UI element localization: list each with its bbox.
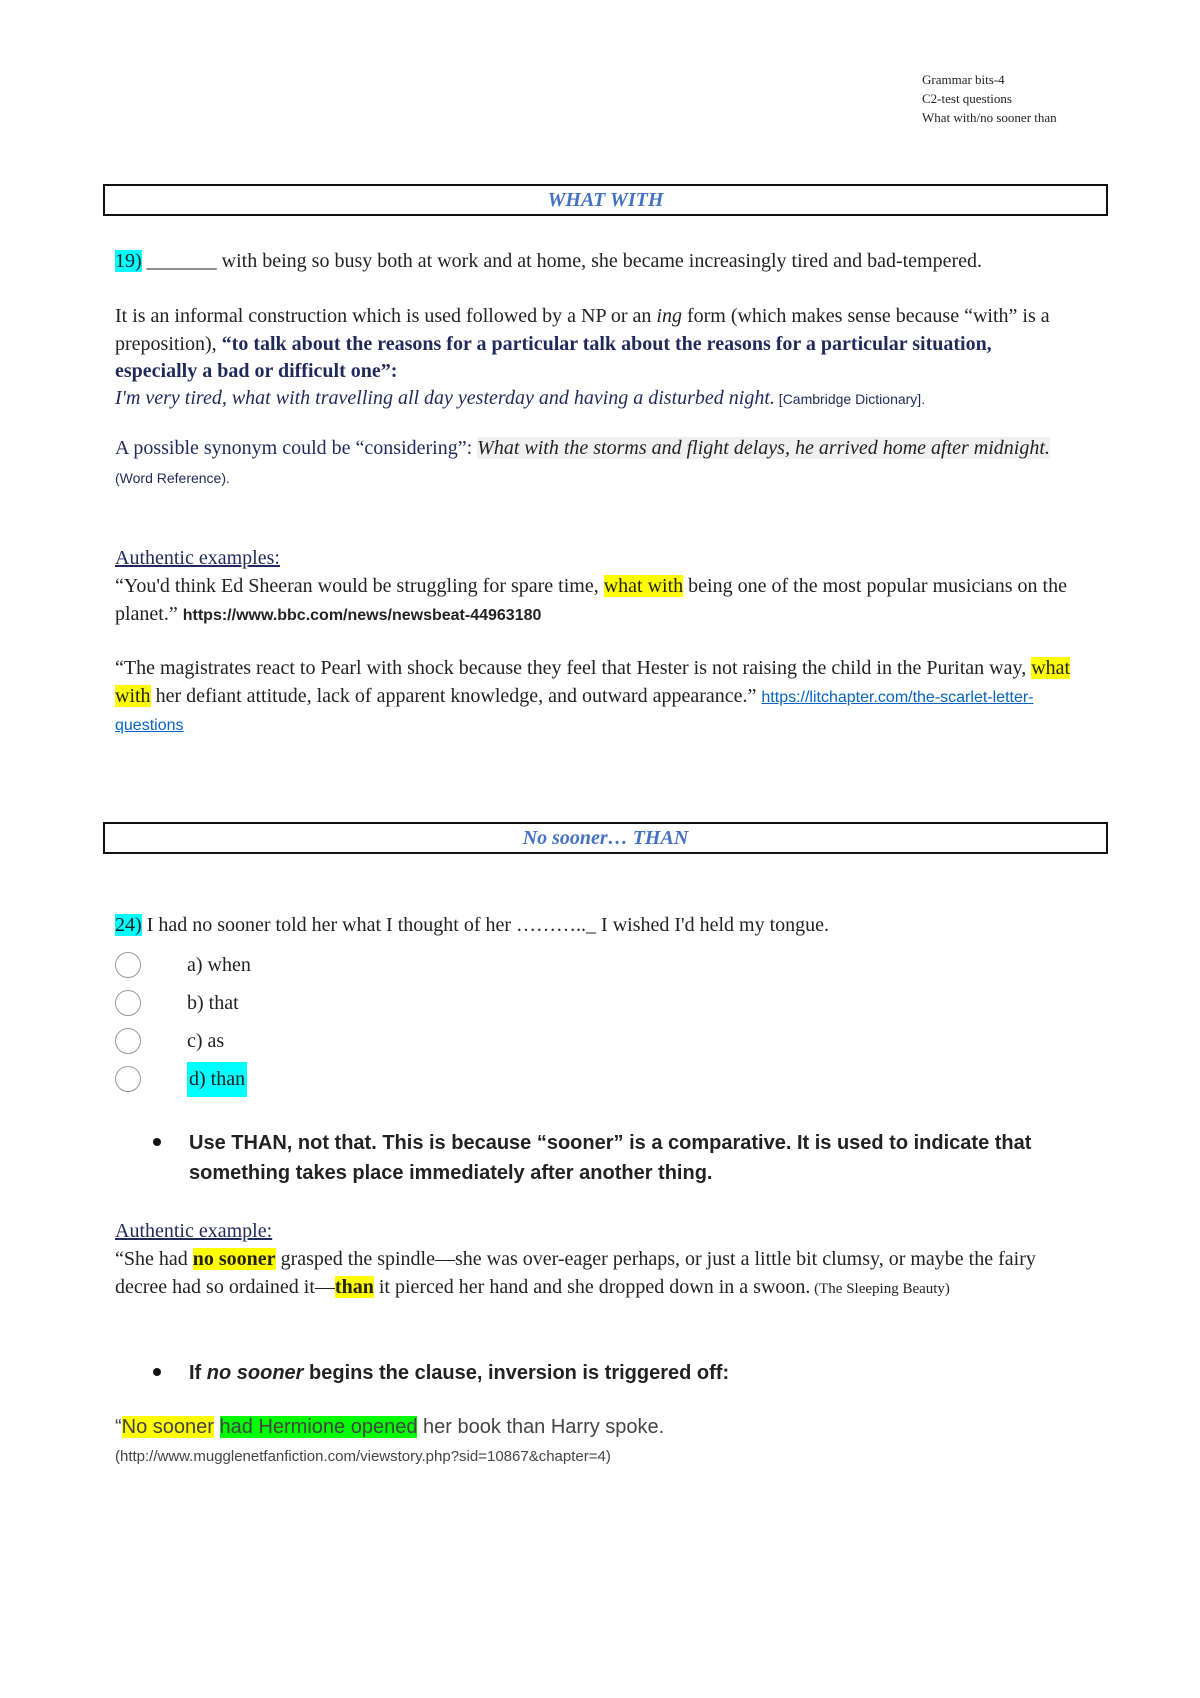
dictionary-example <box>115 385 1075 414</box>
radio-icon[interactable] <box>115 952 141 978</box>
header-line-1: Grammar bits-4 <box>922 72 1005 87</box>
inversion-source: (http://www.mugglenetfanfiction.com/viewstory.php?sid=10867&chapter=4) <box>115 1448 611 1465</box>
inversion-text: her book than Harry spoke. <box>417 1416 665 1438</box>
example-sentence: I'm very tired, what with travelling all day yesterday and having a disturbed night. <box>115 387 775 409</box>
radio-icon[interactable] <box>115 1028 141 1054</box>
bullet-icon <box>153 1368 161 1376</box>
option-label: b) that <box>187 991 239 1014</box>
example-2-highlight: what with <box>115 657 1071 707</box>
bullet-inversion <box>153 1358 1083 1388</box>
explanation-paragraph <box>115 303 1075 386</box>
example-2-link[interactable]: https://litchapter.com/the-scarlet-letter-questions <box>115 688 1034 734</box>
definition-text: “to talk about the reasons for a particular talk about the reasons for a particular situation, especially a bad or difficult one”: <box>115 332 992 382</box>
question-number: 19) <box>115 250 142 272</box>
header-line-2: C2-test questions <box>922 91 1012 106</box>
page-header <box>922 70 1057 127</box>
example-highlight-no-sooner: no sooner <box>192 1248 276 1270</box>
synonym-source: (Word Reference). <box>115 469 230 486</box>
question-24 <box>115 912 1075 940</box>
example-2-text: “The magistrates react to Pearl with shock because they feel that Hester is not raising the child in the Puritan way, <box>115 657 1032 679</box>
example-source: [Cambridge Dictionary]. <box>774 391 926 407</box>
synonym-text: A possible synonym could be “considering”: <box>115 437 478 459</box>
example-text-2: grasped the spindle—she was over-eager perhaps, or just a little bit clumsy, or maybe the fairy decree had so ordained it— <box>115 1248 1036 1298</box>
header-line-3: What with/no sooner than <box>922 110 1057 125</box>
explanation-text-2: form (which makes sense because “with” is a preposition), <box>115 305 1050 355</box>
example-1-text-2: being one of the most popular musicians on the planet.” <box>115 575 1067 625</box>
authentic-example-2 <box>115 655 1075 740</box>
sleeping-beauty-example <box>115 1246 1075 1303</box>
radio-icon[interactable] <box>115 990 141 1016</box>
bullet-text: If no sooner begins the clause, inversion is triggered off: <box>189 1362 730 1384</box>
radio-icon[interactable] <box>115 1066 141 1092</box>
authentic-example-1 <box>115 573 1075 629</box>
question-text: I had no sooner told her what I thought of her ……….._ I wished I'd held my tongue. <box>141 914 830 936</box>
example-1-text: “You'd think Ed Sheeran would be struggling for spare time, <box>115 575 604 597</box>
example-highlight-than: than <box>334 1275 374 1298</box>
inversion-example <box>115 1414 1075 1442</box>
bullet-icon <box>153 1138 161 1146</box>
option-label-correct: d) than <box>187 1062 247 1097</box>
inversion-highlight-no-sooner: No sooner <box>121 1416 214 1438</box>
synonym-paragraph <box>115 435 1075 492</box>
example-text: “She had <box>115 1248 193 1270</box>
option-c[interactable] <box>115 1023 224 1059</box>
bullet-text: Use THAN, not that. This is because “sooner” is a comparative. It is used to indicate that something takes place immediately after another thing. <box>189 1132 1032 1184</box>
example-source: (The Sleeping Beauty) <box>810 1280 950 1297</box>
explanation-text: It is an informal construction which is used followed by a NP or an <box>115 305 657 327</box>
inversion-quote: “ <box>115 1416 122 1438</box>
option-a[interactable] <box>115 947 251 983</box>
bullet-than-explanation <box>153 1128 1083 1188</box>
example-1-url: https://www.bbc.com/news/newsbeat-44963180 <box>182 606 542 624</box>
example-2-text-2: her defiant attitude, lack of apparent knowledge, and outward appearance.” <box>150 684 762 707</box>
option-label: a) when <box>187 953 251 976</box>
explanation-ing: ing <box>656 305 682 327</box>
question-number: 24) <box>115 914 142 936</box>
synonym-example: What with the storms and flight delays, he arrived home after midnight. <box>477 437 1050 459</box>
section-title-no-sooner: No sooner… THAN <box>103 822 1108 854</box>
inversion-highlight-had-opened: had Hermione opened <box>219 1416 418 1438</box>
authentic-example-heading: Authentic example: <box>115 1220 273 1242</box>
authentic-examples-heading: Authentic examples: <box>115 547 280 569</box>
option-label: c) as <box>187 1029 225 1052</box>
question-text: _______ with being so busy both at work and at home, she became increasingly tired and bad-tempered. <box>141 250 983 272</box>
option-d[interactable] <box>115 1061 247 1097</box>
option-b[interactable] <box>115 985 239 1021</box>
example-1-highlight: what with <box>603 575 684 597</box>
example-text-3: it pierced her hand and she dropped down in a swoon. <box>373 1275 811 1298</box>
section-title-what-with: WHAT WITH <box>103 184 1108 216</box>
question-19 <box>115 248 1075 276</box>
